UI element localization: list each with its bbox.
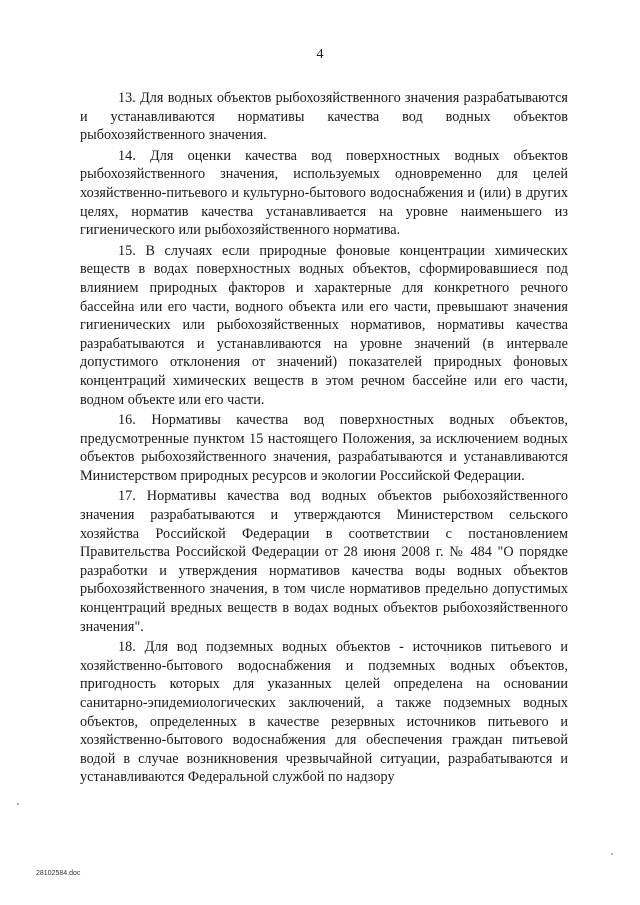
scan-speck <box>17 803 19 805</box>
scan-speck <box>611 853 613 855</box>
page-number: 4 <box>316 47 324 62</box>
footer-file-name: 28102584.doc <box>36 870 81 877</box>
paragraph-14: 14. Для оценки качества вод поверхностных водных объектов рыбохозяйственного значения, используемых одновременно для целей хозяйственно-питьевого и культурно-бытового водоснабжения и (или) в других целях, норматив качества устанавливается на уровне наименьшего из гигиенического или рыбохозяйственного норматива. <box>80 147 568 239</box>
paragraph-17: 17. Нормативы качества вод водных объектов рыбохозяйственного значения разрабатываются и утверждаются Министерством сельского хозяйства Российской Федерации в соответствии с постановлением Правительства Российской Федерации от 28 июня 2008 г. № 484 "О порядке разработки и утверждения нормативов качества воды водных объектов рыбохозяйственного значения, в том числе нормативов предельно допустимых концентраций вредных веществ в водах водных объектов рыбохозяйственного значения". <box>80 488 568 635</box>
paragraph-18: 18. Для вод подземных водных объектов - источников питьевого и хозяйственно-бытового водоснабжения и подземных водных объектов, пригодность которых для указанных целей определена на основании санитарно-эпидемиологических заключений, а также подземных водных объектов, определенных в качестве резервных источников питьевого и хозяйственно-бытового водоснабжения для обеспечения граждан питьевой водой в случае возникновения чрезвычайной ситуации, разрабатываются и устанавливаются Федеральной службой по надзору <box>80 639 568 786</box>
paragraph-13: 13. Для водных объектов рыбохозяйственного значения разрабатываются и устанавливаются нормативы качества вод водных объектов рыбохозяйственного значения. <box>80 90 568 144</box>
document-body <box>80 89 568 789</box>
paragraph-16: 16. Нормативы качества вод поверхностных водных объектов, предусмотренные пунктом 15 настоящего Положения, за исключением водных объектов рыбохозяйственного значения, разрабатываются и устанавливаются Министерством природных ресурсов и экологии Российской Федерации. <box>80 412 568 484</box>
paragraph-15: 15. В случаях если природные фоновые концентрации химических веществ в водах поверхностных водных объектов, сформировавшиеся под влиянием природных факторов и характерные для конкретного речного бассейна или его части, водного объекта или его части, превышают значения гигиенических или рыбохозяйственных нормативов, нормативы качества разрабатываются и устанавливаются на уровне значений (в интервале допустимого отклонения от значений) показателей природных фоновых концентраций химических веществ в этом речном бассейне или его части, водном объекте или его части. <box>80 242 568 408</box>
